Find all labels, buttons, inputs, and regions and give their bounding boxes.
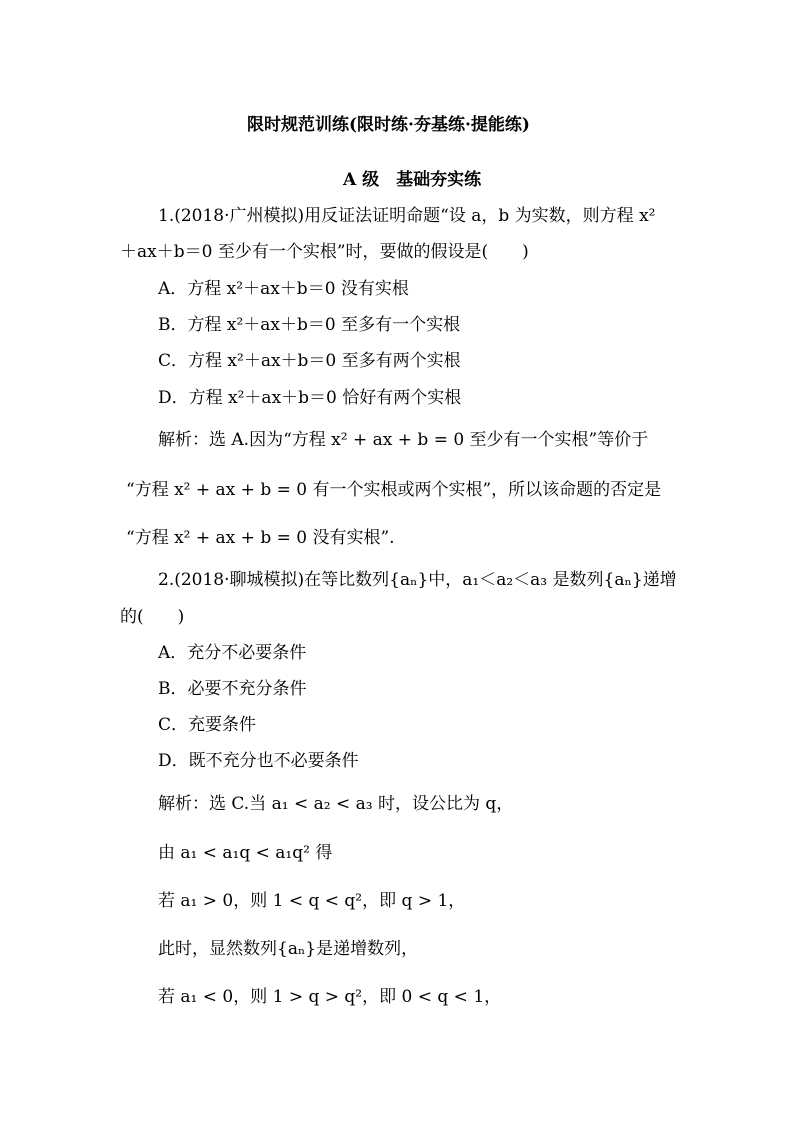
q1-stem-line2: ＋ax＋b＝0 至少有一个实根”时，要做的假设是( )	[120, 242, 529, 262]
q2-solution-line4: 此时，显然数列{aₙ}是递增数列，	[158, 939, 419, 959]
q1-option-a: A．方程 x²＋ax＋b＝0 没有实根	[158, 279, 409, 299]
q2-solution-line5: 若 a₁ < 0，则 1 > q > q²，即 0 < q < 1，	[158, 987, 502, 1007]
q2-option-b: B．必要不充分条件	[158, 679, 307, 699]
q1-solution-line2: “方程 x² + ax + b = 0 有一个实根或两个实根”，所以该命题的否定是	[126, 480, 662, 500]
q2-stem-line1: 2.(2018·聊城模拟)在等比数列{aₙ}中，a₁＜a₂＜a₃ 是数列{aₙ}递增	[158, 570, 677, 590]
page-title: 限时规范训练(限时练·夯基练·提能练)	[247, 115, 530, 135]
q2-option-c: C．充要条件	[158, 715, 257, 735]
q1-option-d: D．方程 x²＋ax＋b＝0 恰好有两个实根	[158, 388, 462, 408]
q2-option-d: D．既不充分也不必要条件	[158, 751, 359, 771]
q2-solution-line3: 若 a₁ > 0，则 1 < q < q²，即 q > 1，	[158, 891, 466, 911]
q2-stem-line2: 的( )	[120, 607, 185, 627]
q1-option-c: C．方程 x²＋ax＋b＝0 至多有两个实根	[158, 351, 461, 371]
q2-option-a: A．充分不必要条件	[158, 643, 307, 663]
q2-solution-line1: 解析：选 C.当 a₁ < a₂ < a₃ 时，设公比为 q，	[158, 794, 514, 814]
q1-option-b: B．方程 x²＋ax＋b＝0 至多有一个实根	[158, 315, 461, 335]
section-heading: A 级 基础夯实练	[343, 170, 482, 190]
q1-stem-line1: 1.(2018·广州模拟)用反证法证明命题“设 a，b 为实数，则方程 x²	[158, 206, 656, 226]
q2-solution-line2: 由 a₁ < a₁q < a₁q² 得	[158, 843, 333, 863]
q1-solution-line1: 解析：选 A.因为“方程 x² + ax + b = 0 至少有一个实根”等价于	[158, 430, 649, 450]
q1-solution-line3: “方程 x² + ax + b = 0 没有实根”.	[126, 528, 395, 548]
